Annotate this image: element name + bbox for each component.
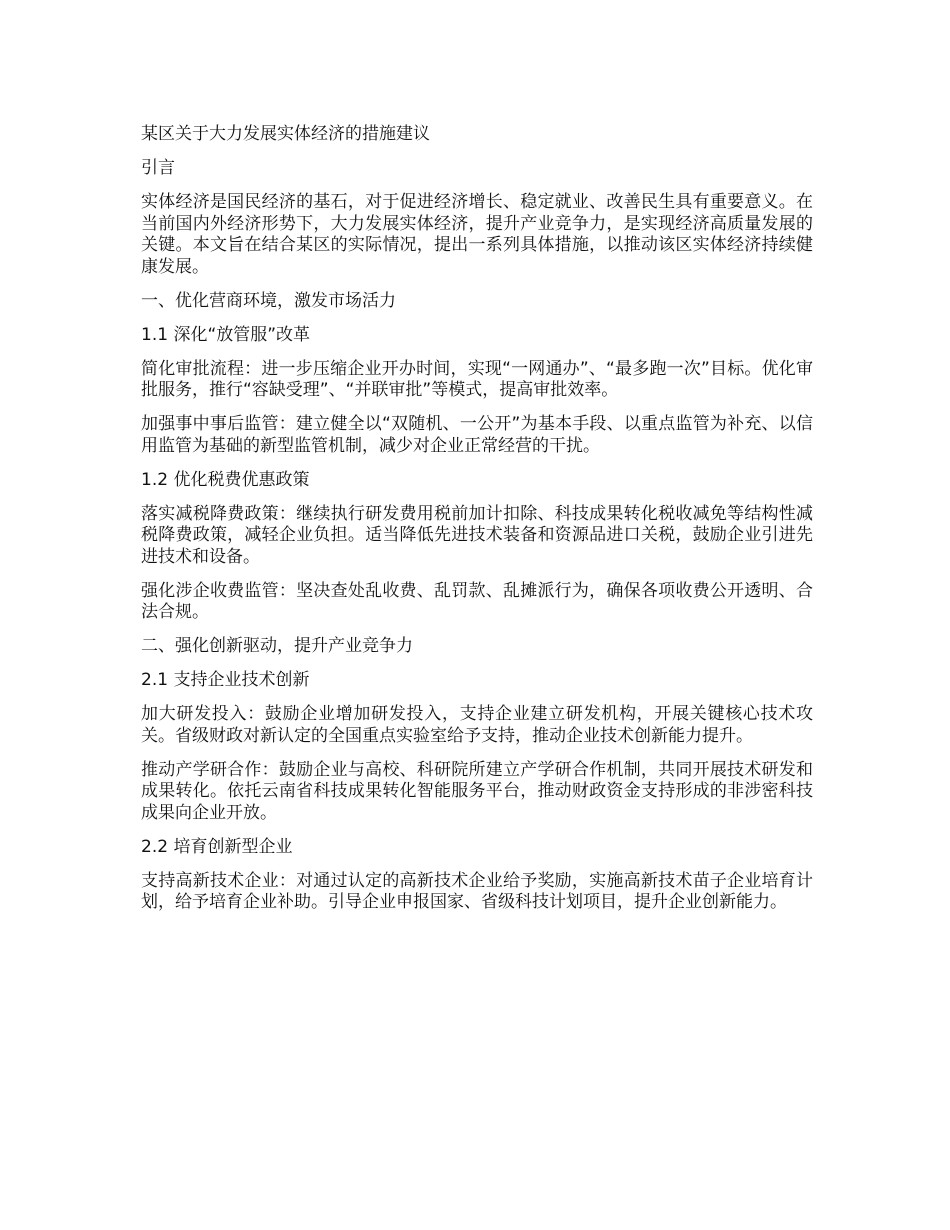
intro-paragraph: 实体经济是国民经济的基石，对于促进经济增长、稳定就业、改善民生具有重要意义。在当前国内外经济形势下，大力发展实体经济，提升产业竞争力，是实现经济高质量发展的关键。本文旨在结合某区的实际情况，提出一系列具体措施，以推动该区实体经济持续健康发展。 — [141, 192, 813, 277]
subsection-1-2-heading: 1.2 优化税费优惠政策 — [141, 469, 310, 490]
subsection-1-2-paragraph-1: 落实减税降费政策：继续执行研发费用税前加计扣除、科技成果转化税收减免等结构性减税降费政策，减轻企业负担。适当降低先进技术装备和资源品进口关税，鼓励企业引进先进技术和设备。 — [141, 503, 813, 567]
document-body — [141, 124, 813, 926]
subsection-2-1-paragraph-2: 推动产学研合作：鼓励企业与高校、科研院所建立产学研合作机制，共同开展技术研发和成果转化。依托云南省科技成果转化智能服务平台，推动财政资金支持形成的非涉密科技成果向企业开放。 — [141, 759, 813, 823]
subsection-2-2-paragraph-1: 支持高新技术企业：对通过认定的高新技术企业给予奖励，实施高新技术苗子企业培育计划，给予培育企业补助。引导企业申报国家、省级科技计划项目，提升企业创新能力。 — [141, 870, 813, 912]
subsection-2-1-paragraph-1: 加大研发投入：鼓励企业增加研发投入，支持企业建立研发机构，开展关键核心技术攻关。省级财政对新认定的全国重点实验室给予支持，推动企业技术创新能力提升。 — [141, 704, 813, 746]
subsection-1-1-paragraph-2: 加强事中事后监管：建立健全以“双随机、一公开”为基本手段、以重点监管为补充、以信用监管为基础的新型监管机制，减少对企业正常经营的干扰。 — [141, 414, 813, 456]
subsection-1-1-heading: 1.1 深化“放管服”改革 — [141, 324, 311, 345]
section-1-heading: 一、优化营商环境，激发市场活力 — [141, 290, 396, 311]
subsection-2-2-heading: 2.2 培育创新型企业 — [141, 836, 293, 857]
document-title: 某区关于大力发展实体经济的措施建议 — [141, 124, 430, 144]
subsection-1-2-paragraph-2: 强化涉企收费监管：坚决查处乱收费、乱罚款、乱摊派行为，确保各项收费公开透明、合法合规。 — [141, 580, 813, 622]
intro-heading: 引言 — [141, 158, 175, 178]
section-2-heading: 二、强化创新驱动，提升产业竞争力 — [141, 636, 413, 656]
subsection-1-1-paragraph-1: 简化审批流程：进一步压缩企业开办时间，实现“一网通办”、“最多跑一次”目标。优化审批服务，推行“容缺受理”、“并联审批”等模式，提高审批效率。 — [141, 358, 813, 400]
subsection-2-1-heading: 2.1 支持企业技术创新 — [141, 670, 310, 690]
